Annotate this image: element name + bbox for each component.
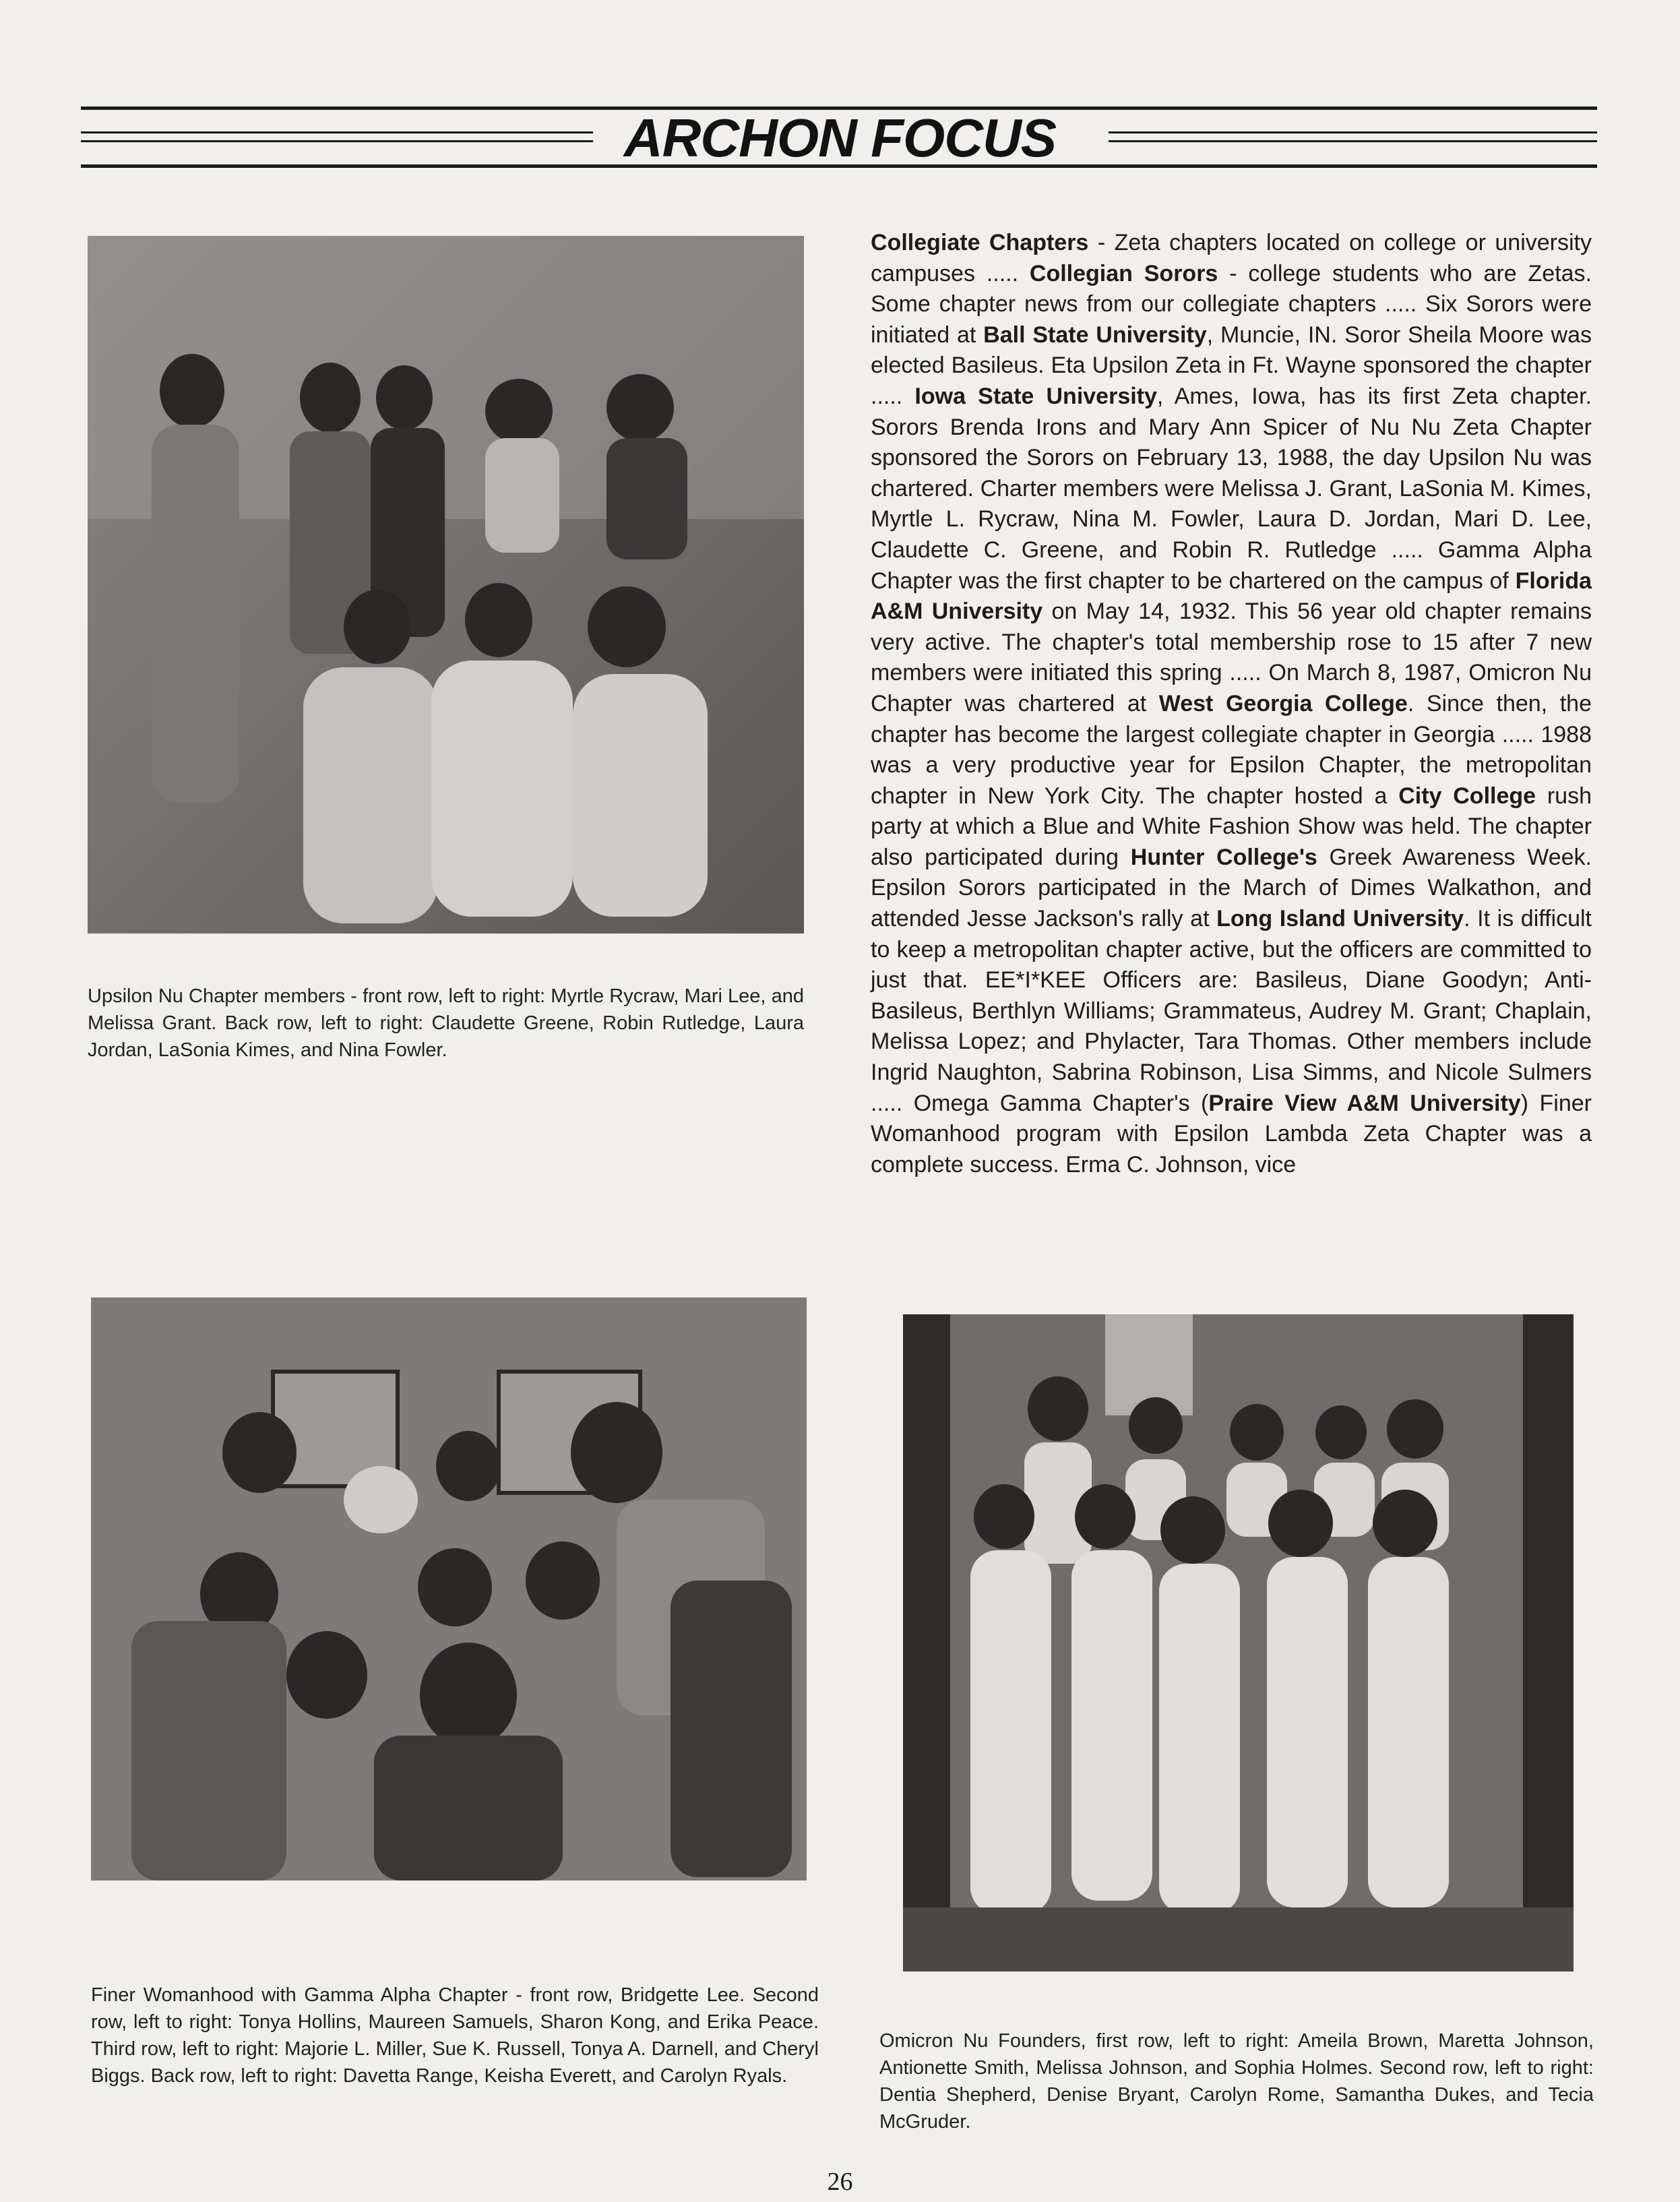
photo-omicron-nu-image <box>903 1314 1574 1971</box>
masthead-title: ARCHON FOCUS <box>623 108 1057 168</box>
article-text-segment: . Since then, the chapter has become the largest collegiate chapter in Georgia ..... 1988 was a very productive year for Epsilon Chapter, the metropolitan chapter in New York City. The chapter hosted a <box>871 690 1592 809</box>
article-text-segment: rush party at which a Blue and White Fashion Show was held. The chapter also participated during <box>871 783 1592 870</box>
article-bold-segment: Collegian Sorors <box>1029 260 1218 286</box>
article-text-segment: - college students who are Zetas. Some chapter news from our collegiate chapters ..... Six Sorors were initiated at <box>871 260 1592 348</box>
masthead <box>0 101 1680 175</box>
caption-omicron-nu: Omicron Nu Founders, first row, left to right: Ameila Brown, Maretta Johnson, Antionette Smith, Melissa Johnson, and Sophia Holmes. Second row, left to right: Dentia Shepherd, Denise Bryant, Carolyn Rome, Samantha Dukes, and Tecia McGruder. <box>879 2030 1594 2133</box>
article-body <box>871 228 1592 1180</box>
article-bold-segment: Praire View A&M University <box>1208 1090 1521 1116</box>
article-text-segment: , Ames, Iowa, has its first Zeta chapter. Sorors Brenda Irons and Mary Ann Spicer of Nu Nu Zeta Chapter sponsored the Sorors on February 13, 1988, the day Upsilon Nu was chartered. Charter members were Melissa J. Grant, LaSonia M. Kimes, Myrtle L. Rycraw, Nina M. Fowler, Laura D. Jordan, Mari D. Lee, Claudette C. Greene, and Robin R. Rutledge ..... Gamma Alpha Chapter was the first chapter to be chartered on the campus of <box>871 383 1592 594</box>
photo-gamma-alpha-image <box>91 1297 807 1880</box>
photo-gamma-alpha <box>91 1297 807 1880</box>
article-bold-segment: Iowa State University <box>914 383 1157 409</box>
article-text-segment: on May 14, 1932. This 56 year old chapter remains very active. The chapter's total membership rose to 15 after 7 new members were initiated this spring ..... On March 8, 1987, Omicron Nu Chapter was chartered at <box>871 599 1592 716</box>
article-text-segment: . It is difficult to keep a metropolitan chapter active, but the officers are committed to just that. EE*I*KEE Officers are: Basileus, Diane Goodyn; Anti-Basileus, Berthlyn Williams; Grammateus, Audrey M. Grant; Chaplain, Melissa Lopez; and Phylacter, Tara Thomas. Other members include Ingrid Naughton, Sabrina Robinson, Lisa Simms, and Nicole Sulmers ..... Omega Gamma Chapter's ( <box>871 906 1592 1116</box>
article-text-segment: Greek Awareness Week. Epsilon Sorors participated in the March of Dimes Walkathon, and attended Jesse Jackson's rally at <box>871 844 1592 932</box>
photo-omicron-nu <box>903 1314 1574 1971</box>
article-bold-segment: West Georgia College <box>1158 690 1408 716</box>
article-bold-segment: Hunter College's <box>1130 844 1317 870</box>
caption-upsilon-nu: Upsilon Nu Chapter members - front row, left to right: Myrtle Rycraw, Mari Lee, and Melissa Grant. Back row, left to right: Claudette Greene, Robin Rutledge, Laura Jordan, LaSonia Kimes, and Nina Fowler. <box>88 985 804 1061</box>
article-bold-segment: Collegiate Chapters <box>871 230 1089 255</box>
article-bold-segment: Long Island University <box>1216 906 1464 932</box>
article-bold-segment: Florida A&M University <box>871 568 1592 625</box>
page-number: 26 <box>827 2168 853 2196</box>
article-text-segment: - Zeta chapters located on college or university campuses ..... <box>871 230 1592 286</box>
article-text-segment: ) Finer Womanhood program with Epsilon Lambda Zeta Chapter was a complete success. Erma C. Johnson, vice <box>871 1090 1592 1178</box>
article-bold-segment: City College <box>1398 783 1536 809</box>
photo-upsilon-nu-image <box>88 236 804 934</box>
photo-upsilon-nu <box>88 236 804 934</box>
caption-gamma-alpha: Finer Womanhood with Gamma Alpha Chapter - front row, Bridgette Lee. Second row, left to right: Tonya Hollins, Maureen Samuels, Sharon Kong, and Erika Peace. Third row, left to right: Majorie L. Miller, Sue K. Russell, Tonya A. Darnell, and Cheryl Biggs. Back row, left to right: Davetta Range, Keisha Everett, and Carolyn Ryals. <box>91 1984 819 2087</box>
article-text-segment: , Muncie, IN. Soror Sheila Moore was elected Basileus. Eta Upsilon Zeta in Ft. Wayne sponsored the chapter ..... <box>871 322 1592 409</box>
article-bold-segment: Ball State University <box>983 322 1207 348</box>
